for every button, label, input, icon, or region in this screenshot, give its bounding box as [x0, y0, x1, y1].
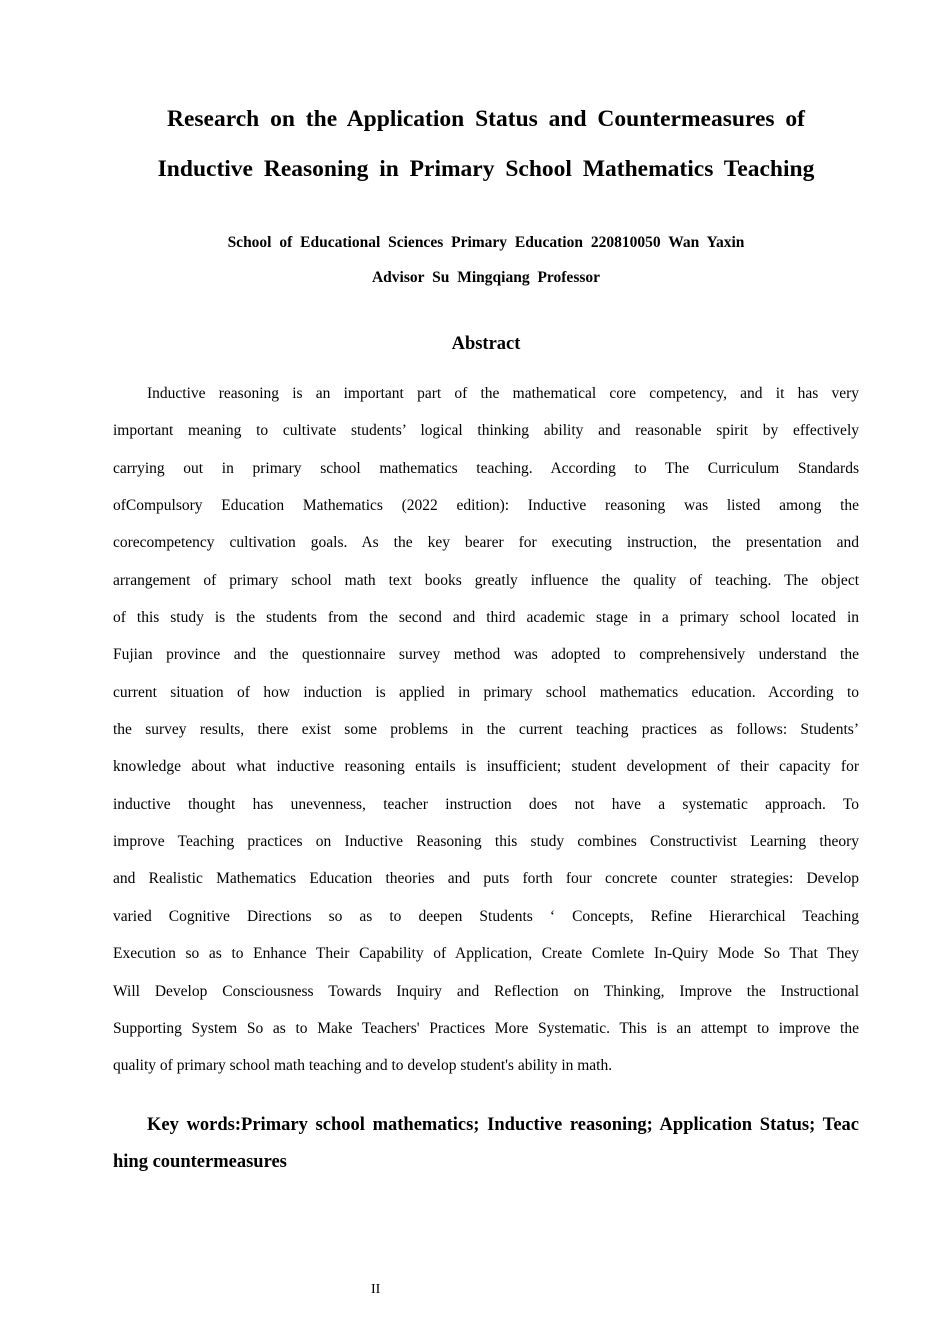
keywords-line-2: hing countermeasures — [113, 1152, 287, 1172]
author-line: School of Educational Sciences Primary Education 220810050 Wan Yaxin — [227, 234, 745, 251]
abstract-line: knowledge about what inductive reasoning entails is insufficient; student development of their capacity for — [113, 758, 859, 776]
abstract-line: current situation of how induction is applied in primary school mathematics education. According to — [113, 683, 859, 701]
abstract-line: and Realistic Mathematics Education theories and puts forth four concrete counter strategies: Develop — [113, 870, 859, 888]
abstract-line: inductive thought has unevenness, teacher instruction does not have a systematic approach. To — [113, 795, 859, 813]
keywords — [113, 1107, 859, 1181]
paper-title — [113, 94, 859, 194]
abstract-line: Will Develop Consciousness Towards Inquiry and Reflection on Thinking, Improve the Instructional — [113, 982, 859, 1000]
abstract-line: Fujian province and the questionnaire survey method was adopted to comprehensively understand the — [113, 646, 859, 664]
abstract-line: arrangement of primary school math text books greatly influence the quality of teaching. The object — [113, 571, 859, 589]
abstract-line: Supporting System So as to Make Teachers' Practices More Systematic. This is an attempt to improve the — [113, 1019, 859, 1037]
page-number: II — [371, 1282, 381, 1297]
abstract-line: important meaning to cultivate students’ logical thinking ability and reasonable spirit by effectively — [113, 422, 859, 440]
abstract-line: Execution so as to Enhance Their Capability of Application, Create Comlete In-Quiry Mode So That They — [113, 945, 859, 963]
abstract-line: varied Cognitive Directions so as to deepen Students ‘ Concepts, Refine Hierarchical Teaching — [113, 907, 859, 925]
abstract-line: corecompetency cultivation goals. As the key bearer for executing instruction, the presentation and — [113, 534, 859, 552]
advisor-line: Advisor Su Mingqiang Professor — [371, 269, 601, 286]
keywords-line-1: Key words:Primary school mathematics; Inductive reasoning; Application Status; Teac — [147, 1115, 859, 1135]
title-line-1: Research on the Application Status and Countermeasures of — [167, 106, 805, 132]
abstract-line: ofCompulsory Education Mathematics (2022 edition): Inductive reasoning was listed among the — [113, 497, 859, 515]
title-line-2: Inductive Reasoning in Primary School Mathematics Teaching — [157, 156, 815, 182]
abstract-line: quality of primary school math teaching and to develop student's ability in math. — [113, 1057, 613, 1075]
abstract-line: Inductive reasoning is an important part of the mathematical core competency, and it has very — [147, 385, 859, 402]
abstract-line: carrying out in primary school mathematics teaching. According to The Curriculum Standards — [113, 459, 859, 477]
abstract-line: the survey results, there exist some problems in the current teaching practices as follows: Students’ — [113, 721, 859, 739]
author-info — [113, 225, 859, 295]
abstract-heading: Abstract — [451, 334, 521, 354]
abstract-line: of this study is the students from the second and third academic stage in a primary school located in — [113, 609, 859, 627]
abstract-body — [113, 375, 859, 1085]
abstract-line: improve Teaching practices on Inductive Reasoning this study combines Constructivist Learning theory — [113, 833, 859, 851]
